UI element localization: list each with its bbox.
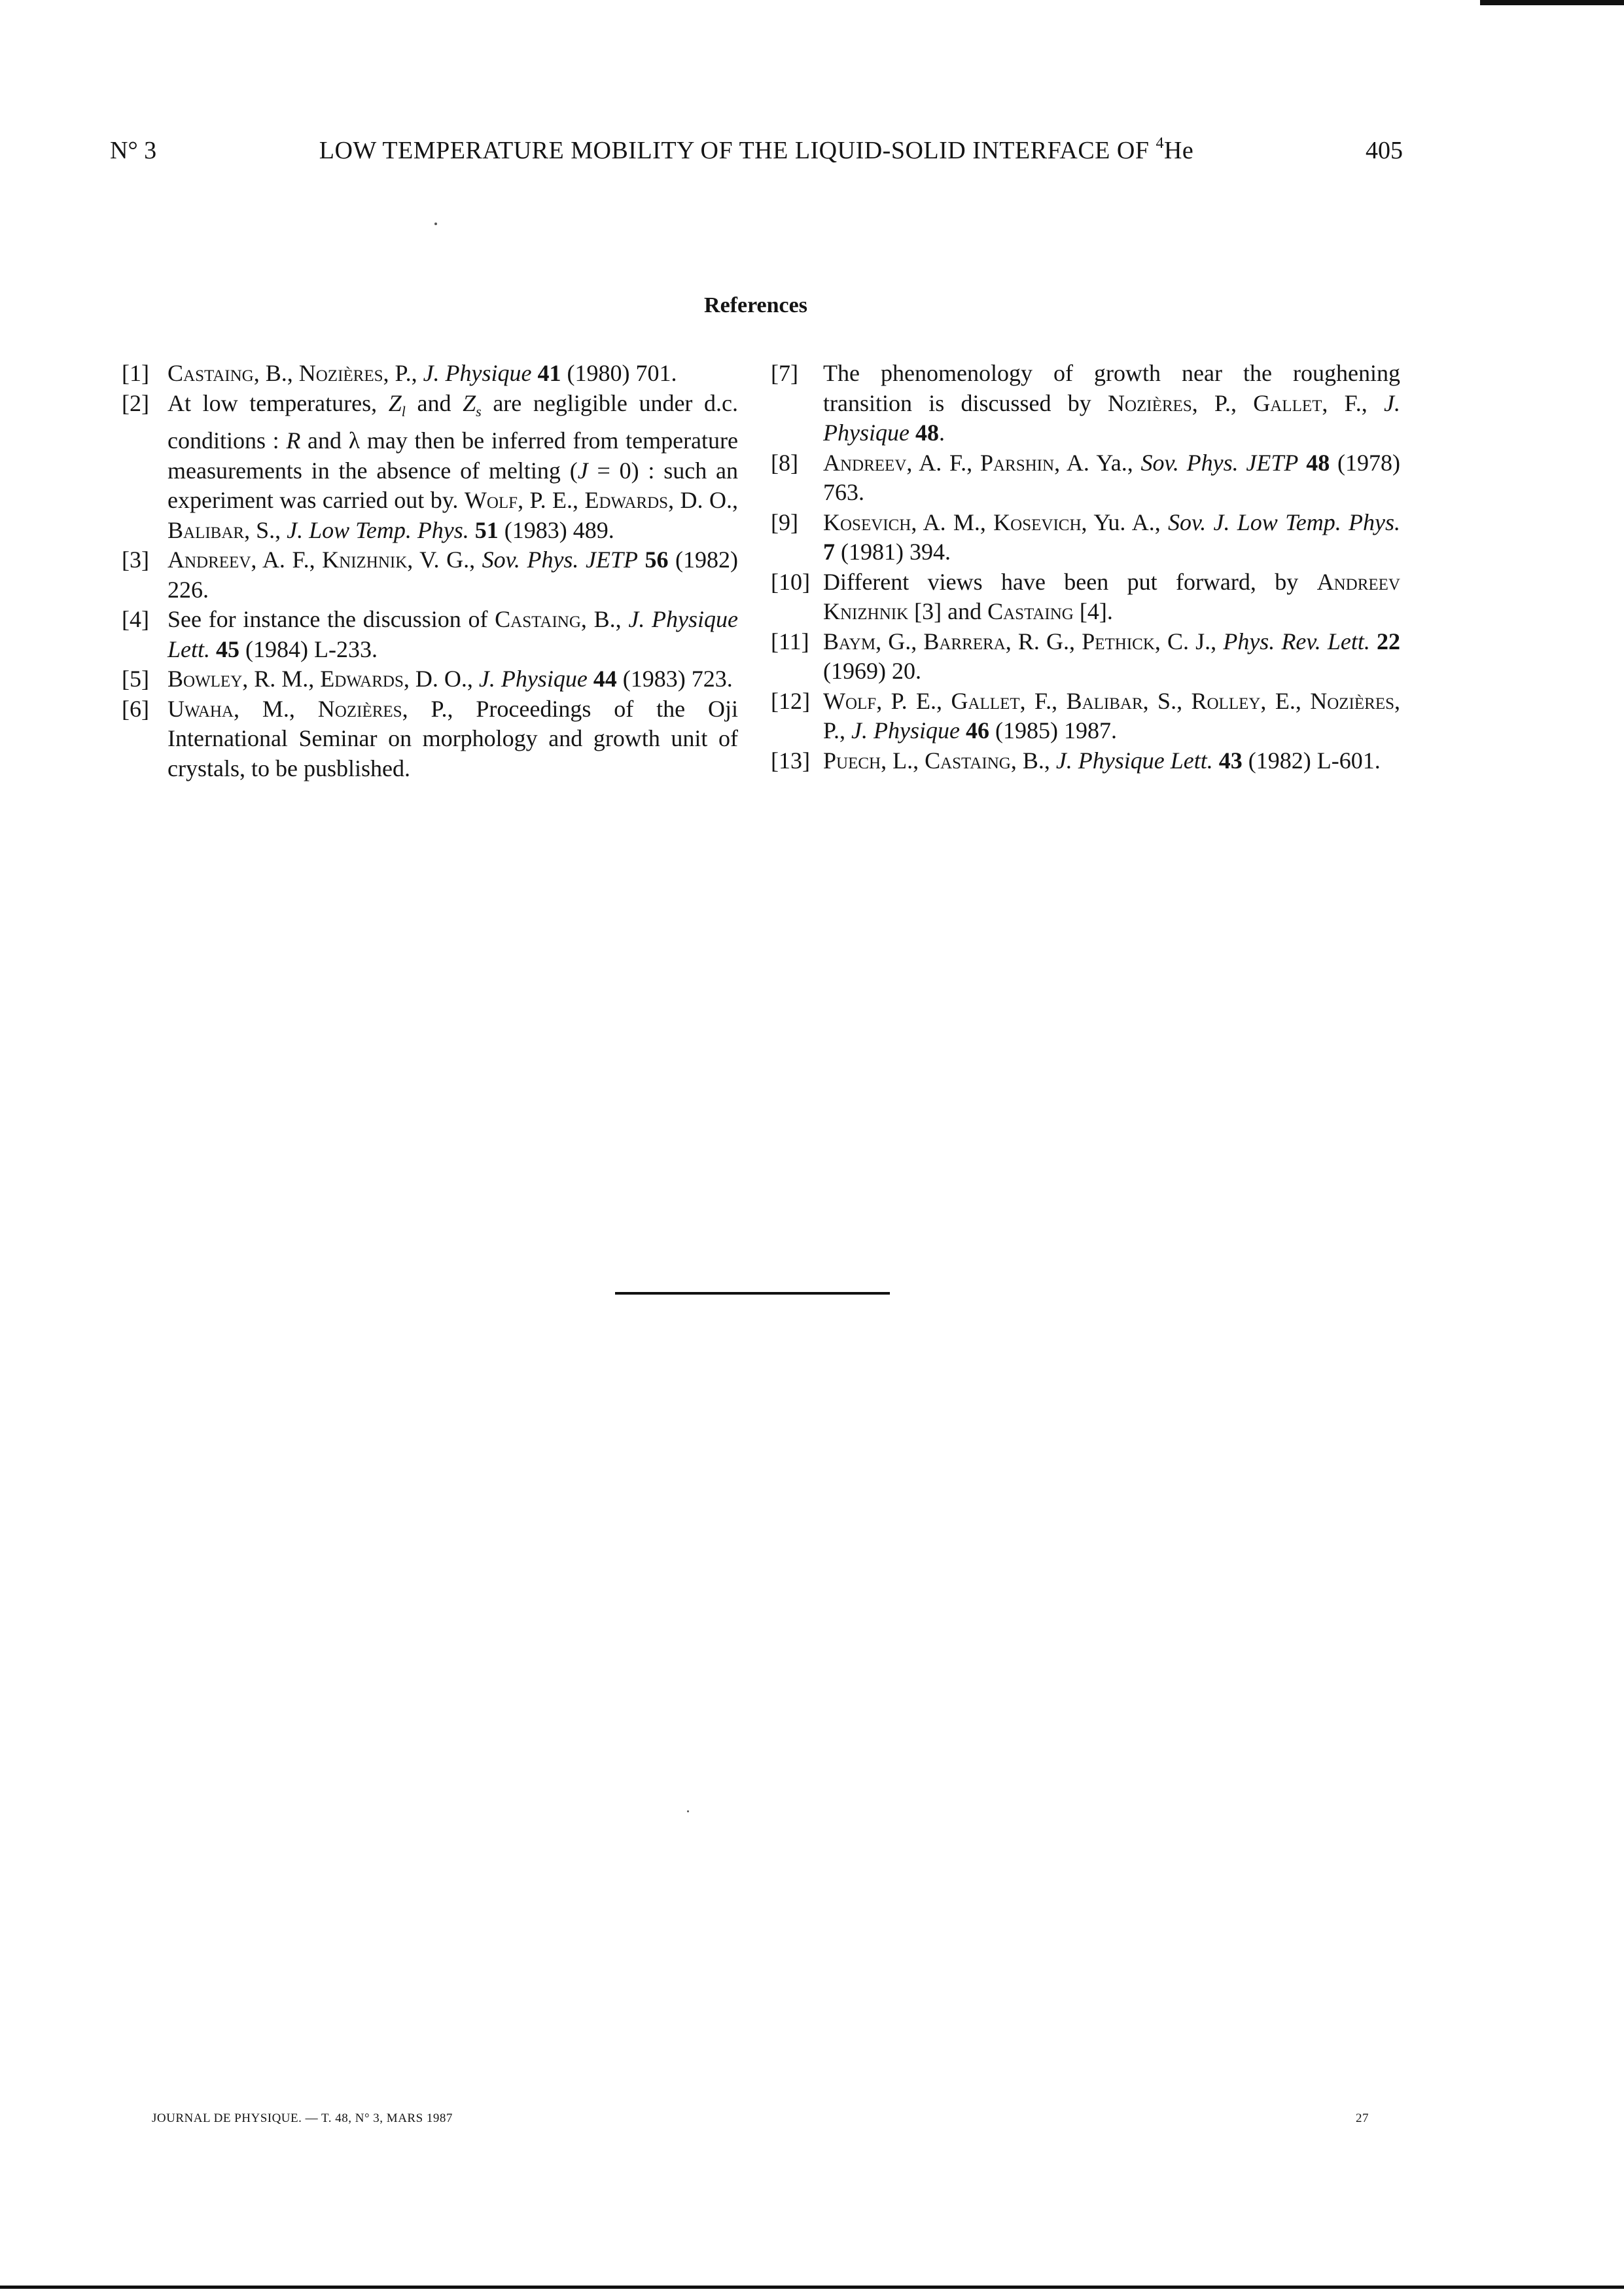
reference-item: [9] Kosevich, A. M., Kosevich, Yu. A., Sov. J. Low Temp. Phys. 7 (1981) 394.	[771, 509, 1400, 565]
page-number: 405	[1366, 137, 1403, 164]
reference-number: [11]	[771, 628, 809, 655]
reference-number: [6]	[122, 695, 149, 722]
references-right-column	[771, 359, 1400, 776]
reference-item: [7] The phenomenology of growth near the roughening transition is discussed by Nozières, P., Gallet, F., J. Physique 48.	[771, 360, 1400, 446]
reference-item: [5] Bowley, R. M., Edwards, D. O., J. Physique 44 (1983) 723.	[122, 664, 738, 694]
reference-number: [9]	[771, 509, 798, 535]
reference-number: [12]	[771, 687, 810, 714]
print-speck	[687, 1810, 689, 1812]
reference-number: [2]	[122, 389, 149, 416]
reference-item: [4] See for instance the discussion of Castaing, B., J. Physique Lett. 45 (1984) L-233.	[122, 606, 739, 662]
reference-item: [12] Wolf, P. E., Gallet, F., Balibar, S., Rolley, E., Nozières, P., J. Physique 46 (1985) 1987.	[771, 687, 1401, 744]
print-speck	[434, 223, 437, 225]
reference-item: [8] Andreev, A. F., Parshin, A. Ya., Sov. Phys. JETP 48 (1978) 763.	[771, 449, 1400, 505]
references-left-column	[122, 359, 738, 783]
reference-item: [13] Puech, L., Castaing, B., J. Physique Lett. 43 (1982) L-601.	[771, 746, 1400, 776]
journal-citation: JOURNAL DE PHYSIQUE. — T. 48, N° 3, MARS 1987	[152, 2111, 453, 2125]
reference-item: [11] Baym, G., Barrera, R. G., Pethick, C. J., Phys. Rev. Lett. 22 (1969) 20.	[771, 628, 1401, 684]
bottom-edge-rule	[0, 2286, 1624, 2289]
reference-item: [10] Different views have been put forward, by Andreev Knizhnik [3] and Castaing [4].	[771, 568, 1400, 624]
reference-number: [3]	[122, 547, 149, 573]
end-of-article-rule	[615, 1292, 890, 1295]
reference-item: [2] At low temperatures, $Z_l$ and $Z_s$ are negligible under d.c. conditions : R and λ may then be inferred from temperature measurements in the absence of melting (J = 0) : such an experiment was carried out by. Wolf, P. E., Edwards, D. O., Balibar, S., J. Low Temp. Phys. 51 (1983) 489.	[122, 389, 739, 543]
reference-number: [5]	[122, 666, 149, 692]
reference-number: [7]	[771, 360, 798, 386]
top-edge-rule	[1480, 0, 1624, 5]
references-heading: References	[704, 293, 807, 317]
running-head	[110, 131, 1403, 170]
reference-number: [10]	[771, 568, 810, 595]
running-title: LOW TEMPERATURE MOBILITY OF THE LIQUID-SOLID INTERFACE OF $^4$He	[319, 135, 1194, 164]
reference-item: [3] Andreev, A. F., Knizhnik, V. G., Sov. Phys. JETP 56 (1982) 226.	[122, 547, 739, 603]
reference-number: [1]	[122, 360, 149, 386]
issue-number: N° 3	[110, 137, 157, 164]
reference-number: [4]	[122, 606, 149, 633]
sheet-number: 27	[1356, 2111, 1369, 2125]
reference-item: [1] Castaing, B., Nozières, P., J. Physique 41 (1980) 701.	[122, 359, 738, 389]
reference-item: [6] Uwaha, M., Nozières, P., Proceedings of the Oji International Seminar on morphology and growth unit of crystals, to be pusblished.	[122, 695, 738, 781]
reference-number: [13]	[771, 747, 810, 774]
reference-number: [8]	[771, 449, 798, 476]
